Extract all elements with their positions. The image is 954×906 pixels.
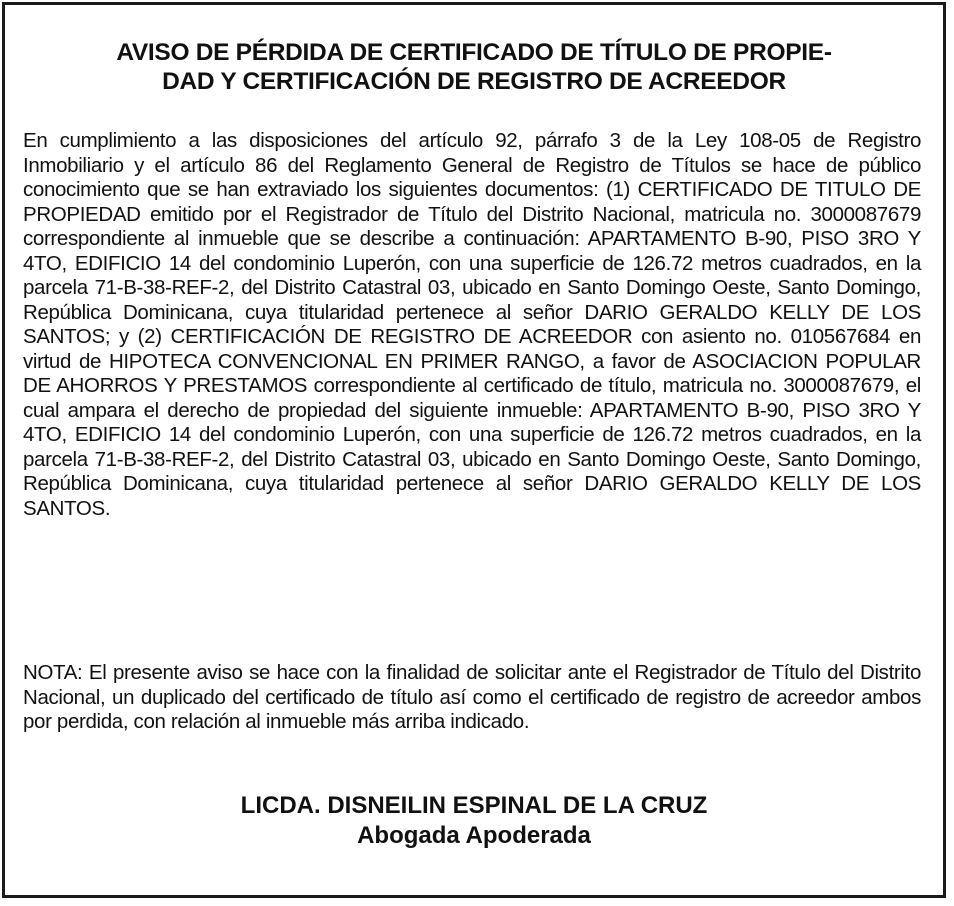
signature-role: Abogada Apoderada: [357, 822, 591, 849]
notice-title-line-2: DAD Y CERTIFICACIÓN DE REGISTRO DE ACREEDOR: [162, 68, 786, 95]
signature-block: [25, 791, 923, 851]
notice-title-line-1: AVISO DE PÉRDIDA DE CERTIFICADO DE TÍTULO DE PROPIE-: [116, 39, 832, 66]
signature-name: LICDA. DISNEILIN ESPINAL DE LA CRUZ: [240, 792, 708, 819]
notice-paragraph-main: En cumplimiento a las disposiciones del artículo 92, párrafo 3 de la Ley 108-05 de Registro Inmobiliario y el artículo 86 del Reglamento General de Registro de Títulos se hace de público conocimiento que se han extraviado los siguientes documentos: (1) CERTIFICADO DE TITULO DE PROPIEDAD emitido por el Registrador de Título del Distrito Nacional, matricula no. 3000087679 correspondiente al inmueble que se describe a continuación: APARTAMENTO B-90, PISO 3RO Y 4TO, EDIFICIO 14 del condominio Luperón, con una superficie de 126.72 metros cuadrados, en la parcela 71-B-38-REF-2, del Distrito Catastral 03, ubicado en Santo Domingo Oeste, Santo Domingo, República Dominicana, cuya titularidad pertenece al señor DARIO GERALDO KELLY DE LOS SANTOS; y (2) CERTIFICACIÓN DE REGISTRO DE ACREEDOR con asiento no. 010567684 en virtud de HIPOTECA CONVENCIONAL EN PRIMER RANGO, a favor de ASOCIACION POPULAR DE AHORROS Y PRESTAMOS correspondiente al certificado de título, matricula no. 3000087679, el cual ampara el derecho de propiedad del siguiente inmueble: APARTAMENTO B-90, PISO 3RO Y 4TO, EDIFICIO 14 del condominio Luperón, con una superficie de 126.72 metros cuadrados, en la parcela 71-B-38-REF-2, del Distrito Catastral 03, ubicado en Santo Domingo Oeste, Santo Domingo, República Dominicana, cuya titularidad pertenece al señor DARIO GERALDO KELLY DE LOS SANTOS.: [23, 129, 921, 520]
notice-title: [25, 38, 923, 96]
notice-paragraph-nota: NOTA: El presente aviso se hace con la finalidad de solicitar ante el Registrador de Título del Distrito Nacional, un duplicado del certificado de título así como el certificado de registro de acreedor ambos por perdida, con relación al inmueble más arriba indicado.: [23, 661, 921, 733]
legal-notice: [2, 2, 946, 898]
